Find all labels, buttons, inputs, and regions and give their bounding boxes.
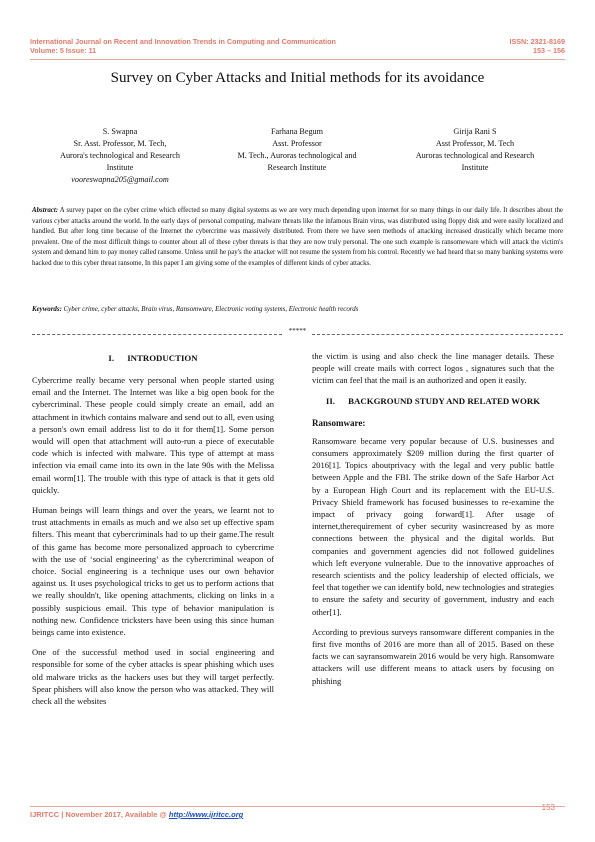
journal-name: International Journal on Recent and Innovation Trends in Computing and Communication <box>30 37 336 46</box>
separator-stars: ***** <box>288 327 307 335</box>
journal-link[interactable]: http://www.ijritcc.org <box>168 810 244 819</box>
right-column <box>312 350 554 695</box>
paragraph: Cybercrime really became very personal when people started using email and the Internet. The Internet was like a big open book for the cybercriminal. These people could simply create an email, add an attachment in itwhich contains malware and send out to all, even using a person's own email address list to do it for them[1]. Some person would will open that attachment will auto-run a piece of executable code which is infected with malware. This type of attempt at mass infection via email came into its own in the late 90s with the Melissa email worm[1]. The trouble with this type of attack is that it gets old quickly. <box>32 375 274 495</box>
paragraph: One of the successful method used in social engineering and responsible for some of the cyber attacks is spear phishing which uses old malware tricks as the hackers uses but they will target perfectly. Spear phishers will also know the person who was attacked. They will check all the websites <box>32 647 274 707</box>
author-affiliation-line: Sr. Asst. Professor, M. Tech, <box>73 139 167 148</box>
author-email[interactable]: vooreswapna205@gmail.com <box>71 175 169 184</box>
page-range: 153 – 156 <box>533 46 565 55</box>
paragraph: Ransomware became very popular because of U.S. businesses and consumers approximately $209 million during the first quarter of 2016[1]. Topics aboutprivacy with the legal and very public battle between Apple and the FBI. The strike down of the Safe Harbor Act by a European High Court and its replacement with the EU-U.S. Privacy Shield framework has focused businesses to re-examine the impact of privacy going forward[1]. After usage of internet,therequirement of cyber security wasincreased by as more connections between the physical and the digital worlds. But companies and government agencies did not followed guidelines which left everyone vulnerable. Due to the innovative approaches of research scientists and the policy leadership of elected officials, we feel that together we can identify bold, new technologies and strategies to ensure the safety and security of government, industry and each other[1]. <box>312 435 554 617</box>
abstract-label: Abstract: <box>32 207 59 214</box>
section-heading-introduction: I. INTRODUCTION <box>108 353 198 363</box>
author-name: S. Swapna <box>102 127 138 136</box>
author-affiliation-line: Asst Professor, M. Tech <box>435 139 515 148</box>
issn: ISSN: 2321-8169 <box>509 37 565 46</box>
paragraph: Human beings will learn things and over the years, we learnt not to trust attachments in emails as much and we also set up effective spam filters. This meant that cybercriminals had to up their game.The result of this game has become more personalized approach to cybercrime with the use of ‘social engineering’ as the cybercriminal weapon of choice. Social engineering is a technique uses our own behavior against us. It uses psychological tricks to get us to perform actions that we really shouldn't, like opening attachments, clicking on links in a possibly suspicious email. This type of behavior manipulation is nothing new. Confidence tricksters have been using this since human beings came into existence. <box>32 505 274 638</box>
abstract <box>32 206 563 270</box>
author-1 <box>35 126 205 186</box>
abstract-text: A survey paper on the cyber crime which effected so many digital systems as we are very much depending upon internet for so many things in our daily life. It describes about the various cyber attacks around the world. In the early days of personal computing, malware threats like the infamous Brain virus, was distributed using floppy disk and were easily localized and handled. But after long time because of the Internet the cybercrime was massively distributed. From there we have seen methods of attacking increased drastically which became more prevalent. One of the most difficult things to counter about all of these cyber threats is that they are now truly personal. The one such example is ransomeware which will attack the victim's system and demand him to pay money called ransome. Unless until he pay's the attacker will not resume the system from his control. Recently we had heard that so many banking systems were hacked due to this cyber threat ransome, In this paper I am giving some of the examples of different kinds of cyber attacks. <box>32 207 563 267</box>
author-affiliation-line: Auroras technological and Research <box>415 151 535 160</box>
keywords-text: Cyber crime, cyber attacks, Brain virus, Ransomware, Electronic voting systems, Electronic health records <box>61 306 359 313</box>
author-affiliation-line: Aurora's technological and Research <box>60 151 180 160</box>
author-2 <box>212 126 382 174</box>
page-number: 153 <box>541 803 555 812</box>
footer-text <box>30 810 243 819</box>
subsection-heading-ransomware: Ransomware: <box>312 417 366 428</box>
paper-title: Survey on Cyber Attacks and Initial methods for its avoidance <box>110 70 485 86</box>
author-name: Farhana Begum <box>270 127 324 136</box>
paragraph: the victim is using and also check the line manager details. These people will create mails with correct logos , signatures such that the victim can feel that the mail is an authorized and open it easily. <box>312 351 554 386</box>
author-affiliation-line: M. Tech., Auroras technological and <box>237 151 357 160</box>
separator-line-right <box>312 334 563 335</box>
footer-label: IJRITCC | November 2017, Available @ <box>30 810 169 819</box>
author-affiliation-line: Asst. Professor <box>272 139 322 148</box>
section-heading-background: II. BACKGROUND STUDY AND RELATED WORK <box>325 395 541 406</box>
author-name: Girija Rani S <box>453 127 497 136</box>
author-affiliation-line: Institute <box>461 163 489 172</box>
left-column <box>32 352 274 715</box>
author-3 <box>390 126 560 174</box>
keywords-label: Keywords: <box>32 306 62 313</box>
author-affiliation-line: Research Institute <box>267 163 327 172</box>
footer-rule <box>30 806 565 807</box>
paragraph: According to previous surveys ransomware different companies in the first five months of 2016 are more than all of 2015. Based on these facts we can sayransomwarein 2016 would be very high. Ransomware attackers will use different means to attack users by focusing on phishing <box>312 626 554 686</box>
keywords <box>32 306 563 313</box>
author-affiliation-line: Institute <box>106 163 134 172</box>
header-rule <box>30 59 565 60</box>
volume-issue: Volume: 5 Issue: 11 <box>30 46 97 55</box>
